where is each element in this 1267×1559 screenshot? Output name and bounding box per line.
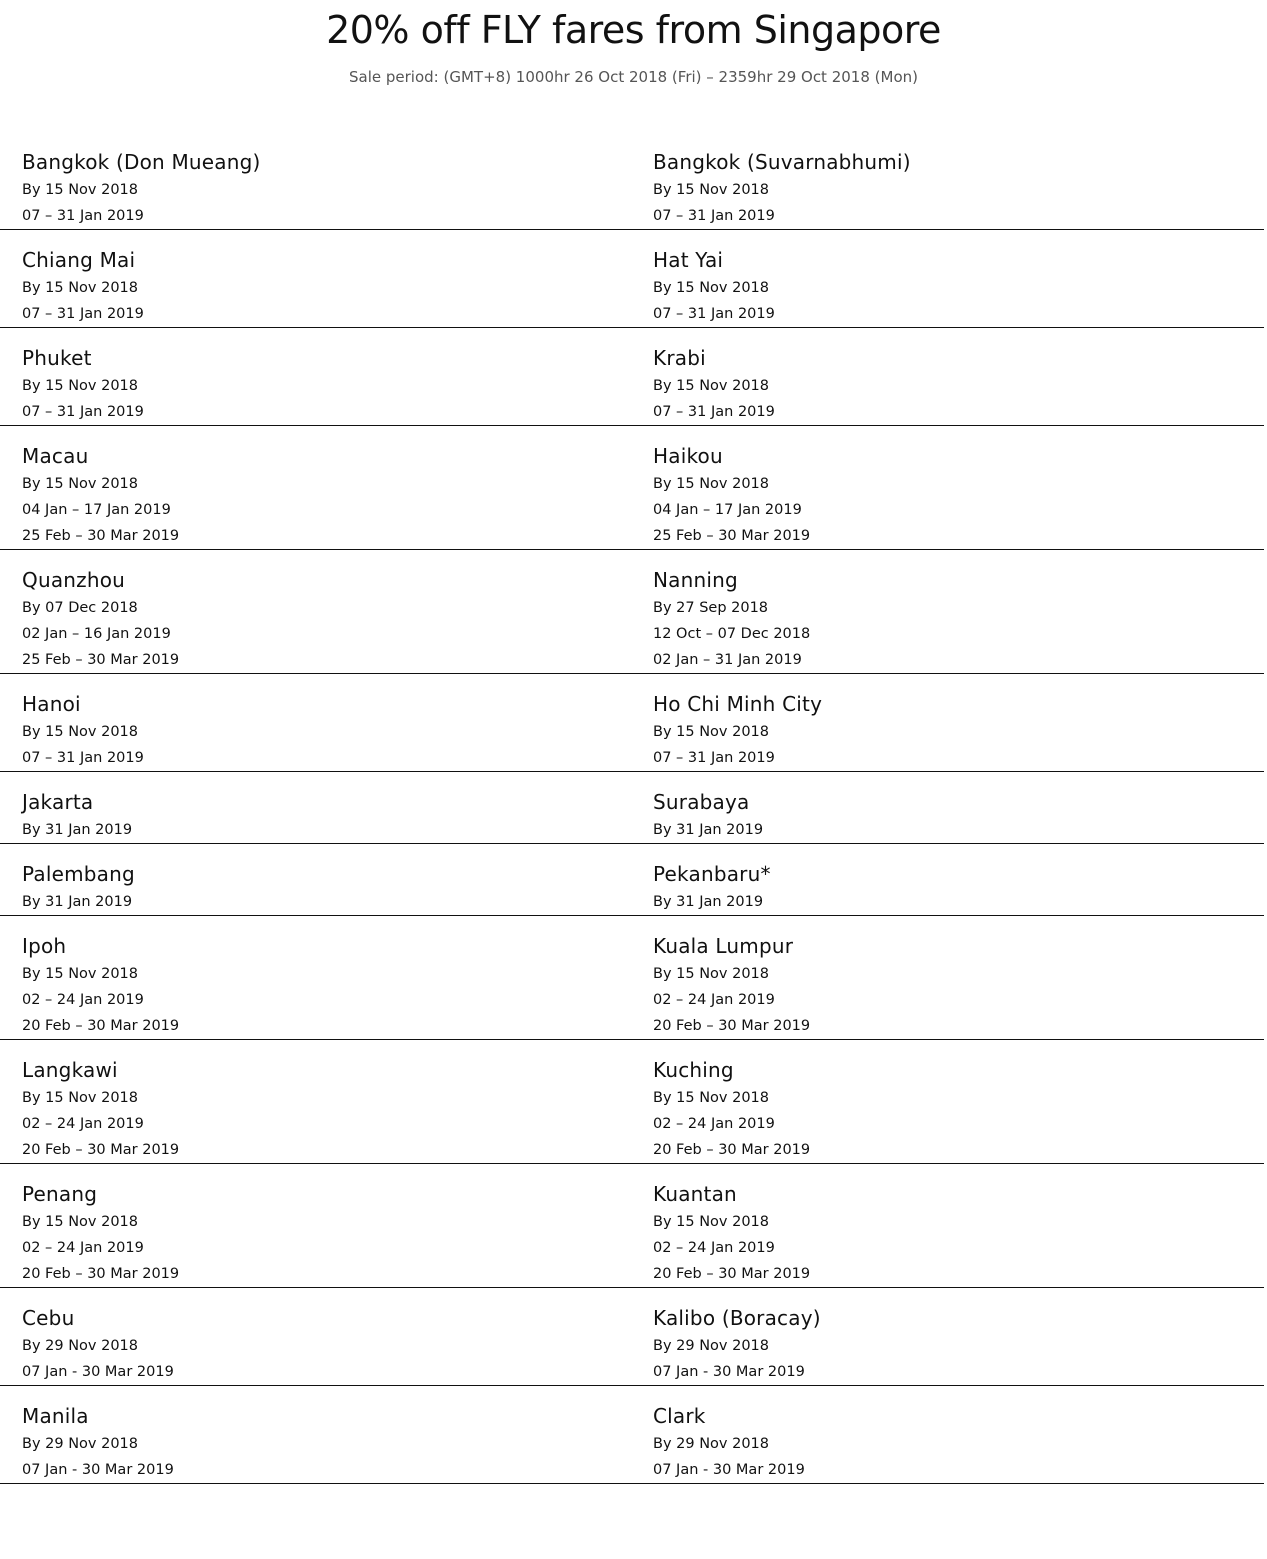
destination-item <box>653 1179 1253 1287</box>
booking-deadline: By 15 Nov 2018 <box>22 724 139 740</box>
travel-period: 07 – 31 Jan 2019 <box>653 750 775 766</box>
booking-deadline: By 29 Nov 2018 <box>22 1338 139 1354</box>
destination-item <box>653 1303 1253 1385</box>
destination-item <box>653 1401 1253 1483</box>
destination-name: Chiang Mai <box>22 248 136 272</box>
travel-period: 20 Feb – 30 Mar 2019 <box>653 1142 811 1158</box>
page-title: 20% off FLY fares from Singapore <box>326 8 941 52</box>
travel-period: 04 Jan – 17 Jan 2019 <box>22 502 171 518</box>
travel-period: 07 – 31 Jan 2019 <box>653 306 775 322</box>
destination-name: Haikou <box>653 444 723 468</box>
destination-item <box>653 343 1253 425</box>
destination-item <box>653 565 1253 673</box>
travel-period: 20 Feb – 30 Mar 2019 <box>22 1142 180 1158</box>
destination-item <box>653 441 1253 549</box>
destination-item <box>653 147 1253 229</box>
destination-grid <box>0 132 1267 1484</box>
booking-deadline: By 15 Nov 2018 <box>653 724 770 740</box>
travel-period: 07 – 31 Jan 2019 <box>653 404 775 420</box>
booking-deadline: By 15 Nov 2018 <box>653 280 770 296</box>
destination-name: Hanoi <box>22 692 81 716</box>
destination-row <box>0 844 1264 916</box>
destination-name: Kuching <box>653 1058 734 1082</box>
travel-period: 04 Jan – 17 Jan 2019 <box>653 502 802 518</box>
travel-period: 02 – 24 Jan 2019 <box>22 1240 144 1256</box>
destination-item <box>22 147 622 229</box>
booking-deadline: By 15 Nov 2018 <box>653 182 770 198</box>
booking-deadline: By 15 Nov 2018 <box>22 378 139 394</box>
travel-period: 07 Jan - 30 Mar 2019 <box>653 1462 805 1478</box>
destination-item <box>653 689 1253 771</box>
destination-name: Langkawi <box>22 1058 118 1082</box>
destination-name: Phuket <box>22 346 92 370</box>
sale-period-text: Sale period: (GMT+8) 1000hr 26 Oct 2018 (Fri) – 2359hr 29 Oct 2018 (Mon) <box>349 68 918 86</box>
travel-period: 02 – 24 Jan 2019 <box>22 1116 144 1132</box>
travel-period: 07 – 31 Jan 2019 <box>22 750 144 766</box>
destination-name: Macau <box>22 444 89 468</box>
destination-row <box>0 916 1264 1040</box>
travel-period: 07 – 31 Jan 2019 <box>22 306 144 322</box>
destination-name: Pekanbaru* <box>653 862 771 886</box>
destination-name: Quanzhou <box>22 568 126 592</box>
travel-period: 07 Jan - 30 Mar 2019 <box>653 1364 805 1380</box>
destination-name: Bangkok (Suvarnabhumi) <box>653 150 911 174</box>
destination-item <box>653 931 1253 1039</box>
booking-deadline: By 15 Nov 2018 <box>653 378 770 394</box>
destination-item <box>653 245 1253 327</box>
destination-item <box>22 689 622 771</box>
destination-item <box>22 1179 622 1287</box>
destination-item <box>22 1055 622 1163</box>
travel-period: 25 Feb – 30 Mar 2019 <box>22 528 180 544</box>
booking-deadline: By 15 Nov 2018 <box>653 966 770 982</box>
destination-name: Kuala Lumpur <box>653 934 794 958</box>
booking-deadline: By 15 Nov 2018 <box>22 966 139 982</box>
travel-period: 02 Jan – 31 Jan 2019 <box>653 652 802 668</box>
booking-deadline: By 31 Jan 2019 <box>22 822 133 838</box>
destination-row <box>0 550 1264 674</box>
travel-period: 07 – 31 Jan 2019 <box>22 404 144 420</box>
destination-name: Palembang <box>22 862 135 886</box>
destination-item <box>653 1055 1253 1163</box>
destination-item <box>22 931 622 1039</box>
destination-row <box>0 328 1264 426</box>
travel-period: 07 Jan - 30 Mar 2019 <box>22 1364 174 1380</box>
destination-item <box>22 1303 622 1385</box>
destination-row <box>0 230 1264 328</box>
booking-deadline: By 15 Nov 2018 <box>22 476 139 492</box>
travel-period: 20 Feb – 30 Mar 2019 <box>653 1266 811 1282</box>
booking-deadline: By 07 Dec 2018 <box>22 600 138 616</box>
destination-name: Krabi <box>653 346 706 370</box>
travel-period: 20 Feb – 30 Mar 2019 <box>653 1018 811 1034</box>
destination-name: Ipoh <box>22 934 67 958</box>
booking-deadline: By 29 Nov 2018 <box>653 1338 770 1354</box>
booking-deadline: By 15 Nov 2018 <box>22 182 139 198</box>
travel-period: 02 – 24 Jan 2019 <box>22 992 144 1008</box>
booking-deadline: By 29 Nov 2018 <box>22 1436 139 1452</box>
destination-item <box>22 245 622 327</box>
destination-row <box>0 772 1264 844</box>
travel-period: 25 Feb – 30 Mar 2019 <box>653 528 811 544</box>
travel-period: 02 Jan – 16 Jan 2019 <box>22 626 171 642</box>
booking-deadline: By 15 Nov 2018 <box>22 280 139 296</box>
travel-period: 07 – 31 Jan 2019 <box>653 208 775 224</box>
booking-deadline: By 31 Jan 2019 <box>22 894 133 910</box>
destination-name: Nanning <box>653 568 738 592</box>
travel-period: 02 – 24 Jan 2019 <box>653 1116 775 1132</box>
travel-period: 02 – 24 Jan 2019 <box>653 1240 775 1256</box>
travel-period: 12 Oct – 07 Dec 2018 <box>653 626 811 642</box>
destination-item <box>653 859 1253 915</box>
booking-deadline: By 31 Jan 2019 <box>653 822 764 838</box>
destination-row <box>0 1386 1264 1484</box>
travel-period: 02 – 24 Jan 2019 <box>653 992 775 1008</box>
destination-row <box>0 132 1264 230</box>
booking-deadline: By 15 Nov 2018 <box>22 1214 139 1230</box>
destination-item <box>22 787 622 843</box>
booking-deadline: By 15 Nov 2018 <box>653 1214 770 1230</box>
destination-item <box>22 1401 622 1483</box>
destination-name: Jakarta <box>22 790 94 814</box>
destination-row <box>0 1164 1264 1288</box>
destination-item <box>22 859 622 915</box>
destination-name: Penang <box>22 1182 98 1206</box>
destination-item <box>22 565 622 673</box>
destination-row <box>0 674 1264 772</box>
destination-name: Cebu <box>22 1306 75 1330</box>
destination-item <box>22 441 622 549</box>
destination-item <box>22 343 622 425</box>
destination-name: Hat Yai <box>653 248 724 272</box>
destination-row <box>0 1040 1264 1164</box>
booking-deadline: By 15 Nov 2018 <box>653 1090 770 1106</box>
destination-row <box>0 1288 1264 1386</box>
booking-deadline: By 29 Nov 2018 <box>653 1436 770 1452</box>
destination-name: Ho Chi Minh City <box>653 692 823 716</box>
destination-name: Manila <box>22 1404 89 1428</box>
travel-period: 07 Jan - 30 Mar 2019 <box>22 1462 174 1478</box>
destination-name: Kuantan <box>653 1182 737 1206</box>
travel-period: 20 Feb – 30 Mar 2019 <box>22 1266 180 1282</box>
travel-period: 20 Feb – 30 Mar 2019 <box>22 1018 180 1034</box>
destination-item <box>653 787 1253 843</box>
destination-name: Kalibo (Boracay) <box>653 1306 821 1330</box>
destination-name: Surabaya <box>653 790 750 814</box>
destination-row <box>0 426 1264 550</box>
destination-name: Bangkok (Don Mueang) <box>22 150 261 174</box>
travel-period: 25 Feb – 30 Mar 2019 <box>22 652 180 668</box>
destination-name: Clark <box>653 1404 706 1428</box>
booking-deadline: By 15 Nov 2018 <box>22 1090 139 1106</box>
booking-deadline: By 15 Nov 2018 <box>653 476 770 492</box>
travel-period: 07 – 31 Jan 2019 <box>22 208 144 224</box>
booking-deadline: By 27 Sep 2018 <box>653 600 769 616</box>
booking-deadline: By 31 Jan 2019 <box>653 894 764 910</box>
